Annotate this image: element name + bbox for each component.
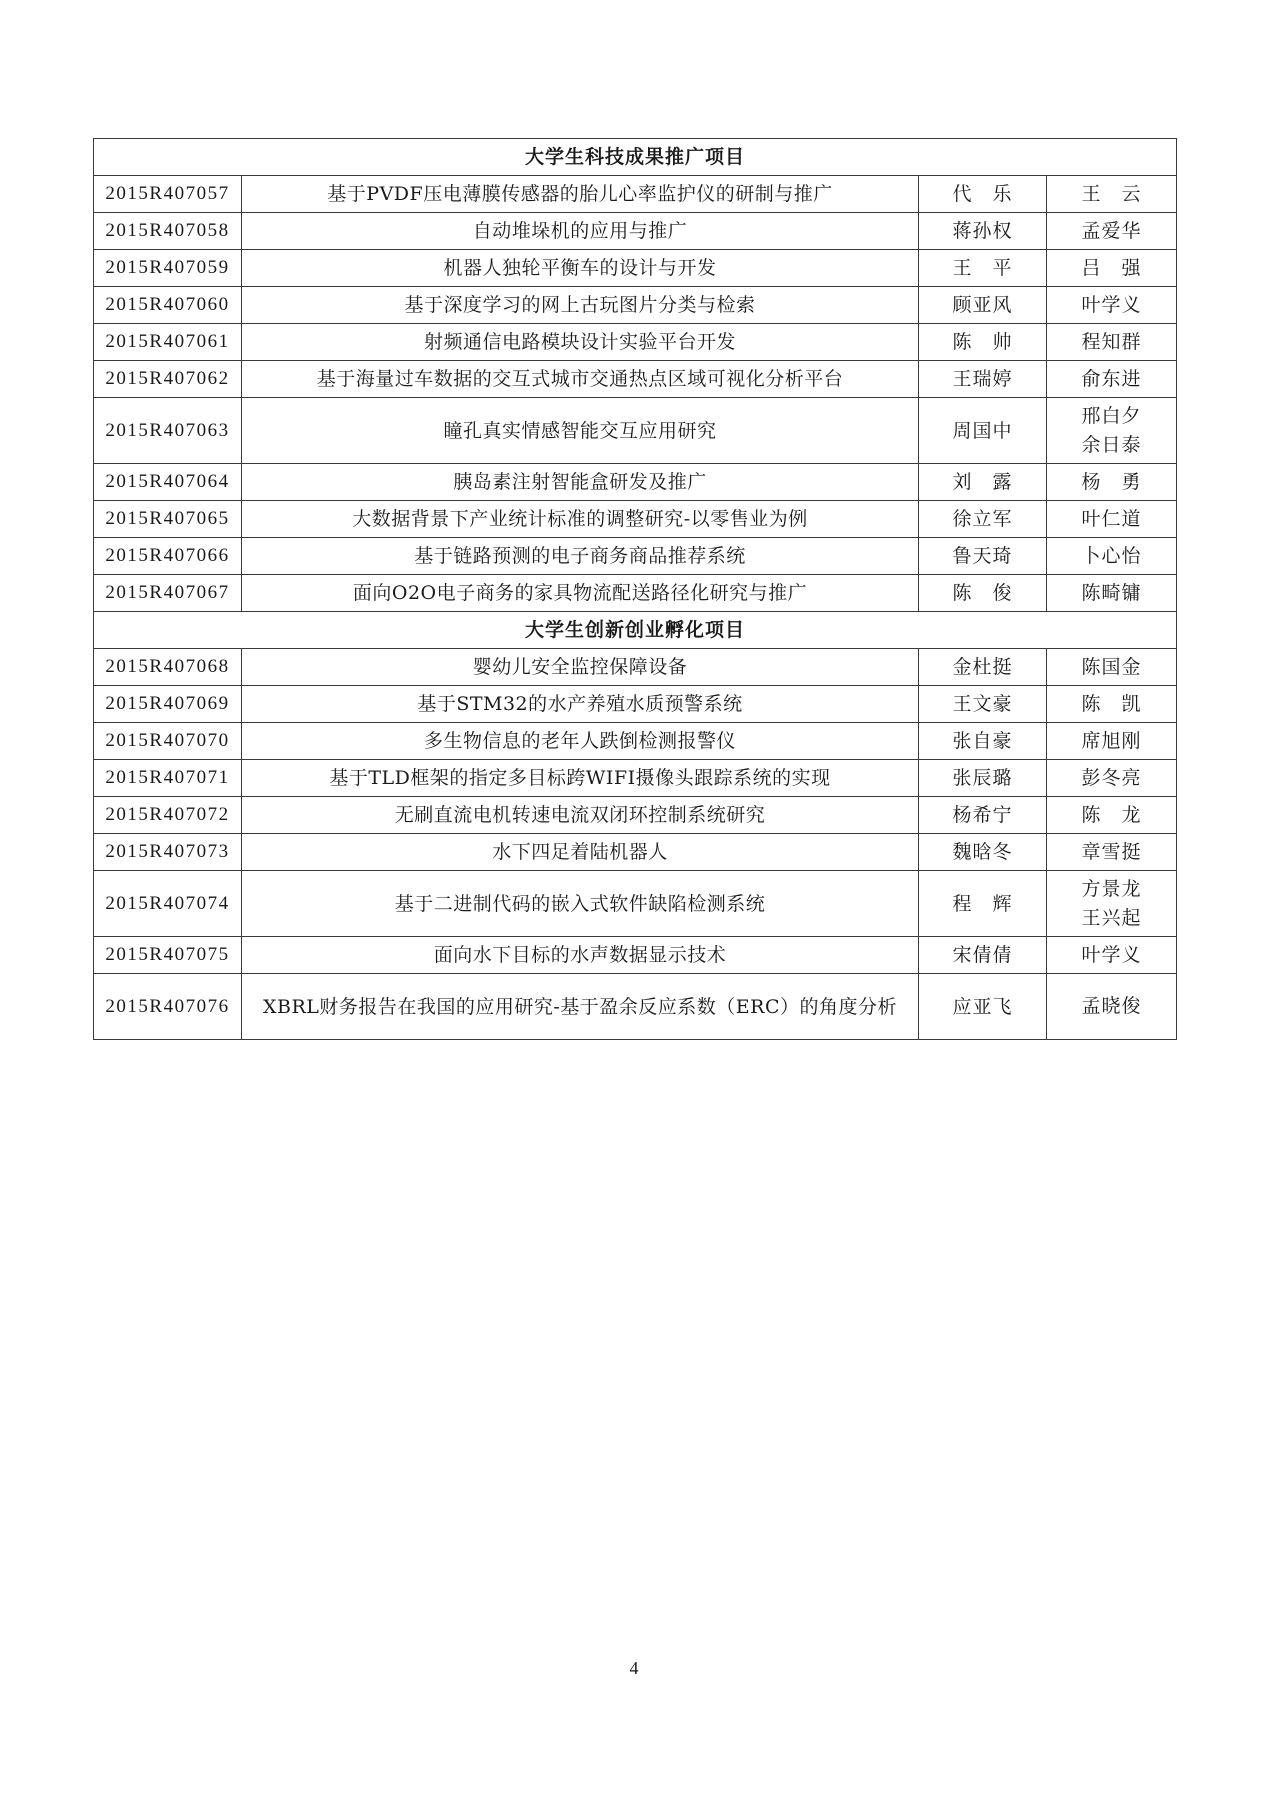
project-mentor	[1047, 974, 1177, 1040]
project-code: 2015R407065	[94, 501, 242, 538]
mentor-name: 王兴起	[1081, 906, 1142, 929]
project-code: 2015R407072	[94, 797, 242, 834]
mentor-name: 孟晓俊	[1081, 995, 1142, 1017]
project-title: 基于海量过车数据的交互式城市交通热点区域可视化分析平台	[242, 361, 919, 398]
project-title: 面向水下目标的水声数据显示技术	[242, 937, 919, 974]
mentor-name: 陈 龙	[1081, 803, 1142, 826]
project-mentor	[1047, 649, 1177, 686]
project-leader: 张辰璐	[919, 760, 1047, 797]
mentor-name: 彭冬亮	[1081, 766, 1142, 789]
project-mentor	[1047, 760, 1177, 797]
project-leader: 蒋孙权	[919, 213, 1047, 250]
table-row	[94, 176, 1177, 213]
project-title: 基于二进制代码的嵌入式软件缺陷检测系统	[242, 871, 919, 937]
project-code: 2015R407060	[94, 287, 242, 324]
table-row	[94, 213, 1177, 250]
mentor-name: 杨 勇	[1081, 470, 1142, 493]
project-code: 2015R407062	[94, 361, 242, 398]
project-mentor	[1047, 575, 1177, 612]
project-leader: 代 乐	[919, 176, 1047, 213]
project-mentor	[1047, 464, 1177, 501]
section-title: 大学生科技成果推广项目	[94, 139, 1177, 176]
project-mentor	[1047, 501, 1177, 538]
table-row	[94, 538, 1177, 575]
table-row	[94, 501, 1177, 538]
project-title: 无刷直流电机转速电流双闭环控制系统研究	[242, 797, 919, 834]
mentor-name: 陈国金	[1081, 655, 1142, 678]
table-row	[94, 324, 1177, 361]
project-leader: 徐立军	[919, 501, 1047, 538]
page-number: 4	[629, 1658, 639, 1678]
project-title: 瞳孔真实情感智能交互应用研究	[242, 398, 919, 464]
mentor-name: 叶学义	[1081, 293, 1142, 316]
project-code: 2015R407066	[94, 538, 242, 575]
project-code: 2015R407063	[94, 398, 242, 464]
project-mentor	[1047, 250, 1177, 287]
project-leader: 程 辉	[919, 871, 1047, 937]
project-code: 2015R407076	[94, 974, 242, 1040]
project-title: 婴幼儿安全监控保障设备	[242, 649, 919, 686]
project-mentor	[1047, 398, 1177, 464]
project-code: 2015R407061	[94, 324, 242, 361]
project-leader: 王 平	[919, 250, 1047, 287]
project-code: 2015R407074	[94, 871, 242, 937]
project-mentor	[1047, 287, 1177, 324]
mentor-name: 邢白夕	[1081, 404, 1142, 427]
project-code: 2015R407070	[94, 723, 242, 760]
project-mentor	[1047, 797, 1177, 834]
project-mentor	[1047, 324, 1177, 361]
project-title: 基于链路预测的电子商务商品推荐系统	[242, 538, 919, 575]
table-row	[94, 723, 1177, 760]
table-row	[94, 937, 1177, 974]
project-title: 机器人独轮平衡车的设计与开发	[242, 250, 919, 287]
project-title: 基于PVDF压电薄膜传感器的胎儿心率监护仪的研制与推广	[242, 176, 919, 213]
project-mentor	[1047, 361, 1177, 398]
project-leader: 周国中	[919, 398, 1047, 464]
project-mentor	[1047, 834, 1177, 871]
project-leader: 魏晗冬	[919, 834, 1047, 871]
project-mentor	[1047, 213, 1177, 250]
table-row	[94, 797, 1177, 834]
mentor-name: 叶学义	[1081, 943, 1142, 966]
project-title: 自动堆垛机的应用与推广	[242, 213, 919, 250]
table-row	[94, 287, 1177, 324]
project-leader: 应亚飞	[919, 974, 1047, 1040]
project-leader: 鲁天琦	[919, 538, 1047, 575]
project-title: XBRL财务报告在我国的应用研究-基于盈余反应系数（ERC）的角度分析	[242, 974, 919, 1040]
project-leader: 杨希宁	[919, 797, 1047, 834]
project-code: 2015R407067	[94, 575, 242, 612]
project-title: 多生物信息的老年人跌倒检测报警仪	[242, 723, 919, 760]
projects-table	[93, 138, 1177, 1040]
mentor-name: 俞东进	[1081, 367, 1142, 390]
project-title: 射频通信电路模块设计实验平台开发	[242, 324, 919, 361]
table-row	[94, 398, 1177, 464]
section-header-row	[94, 612, 1177, 649]
mentor-name: 陈 凯	[1081, 692, 1142, 715]
section-title: 大学生创新创业孵化项目	[94, 612, 1177, 649]
project-code: 2015R407069	[94, 686, 242, 723]
table-row	[94, 871, 1177, 937]
project-code: 2015R407064	[94, 464, 242, 501]
project-mentor	[1047, 871, 1177, 937]
project-code: 2015R407071	[94, 760, 242, 797]
project-code: 2015R407068	[94, 649, 242, 686]
project-title: 基于深度学习的网上古玩图片分类与检索	[242, 287, 919, 324]
project-leader: 王文豪	[919, 686, 1047, 723]
mentor-name: 孟爱华	[1081, 219, 1142, 242]
project-title: 大数据背景下产业统计标准的调整研究-以零售业为例	[242, 501, 919, 538]
mentor-name: 吕 强	[1081, 256, 1142, 279]
project-mentor	[1047, 538, 1177, 575]
table-row	[94, 686, 1177, 723]
project-leader: 陈 俊	[919, 575, 1047, 612]
project-mentor	[1047, 176, 1177, 213]
project-leader: 宋倩倩	[919, 937, 1047, 974]
project-code: 2015R407057	[94, 176, 242, 213]
mentor-name: 卜心怡	[1081, 544, 1142, 567]
project-title: 面向O2O电子商务的家具物流配送路径化研究与推广	[242, 575, 919, 612]
mentor-name: 王 云	[1081, 182, 1142, 205]
project-leader: 陈 帅	[919, 324, 1047, 361]
mentor-name: 程知群	[1081, 330, 1142, 353]
project-code: 2015R407058	[94, 213, 242, 250]
project-leader: 张自豪	[919, 723, 1047, 760]
project-mentor	[1047, 686, 1177, 723]
table-row	[94, 649, 1177, 686]
project-title: 基于TLD框架的指定多目标跨WIFI摄像头跟踪系统的实现	[242, 760, 919, 797]
project-title: 胰岛素注射智能盒研发及推广	[242, 464, 919, 501]
table-row	[94, 361, 1177, 398]
table-row	[94, 834, 1177, 871]
project-mentor	[1047, 937, 1177, 974]
mentor-name: 方景龙	[1081, 877, 1142, 900]
project-leader: 顾亚风	[919, 287, 1047, 324]
table-row	[94, 760, 1177, 797]
project-leader: 王瑞婷	[919, 361, 1047, 398]
project-title: 基于STM32的水产养殖水质预警系统	[242, 686, 919, 723]
mentor-name: 余日泰	[1081, 433, 1142, 456]
mentor-name: 章雪挺	[1081, 840, 1142, 863]
mentor-name: 叶仁道	[1081, 507, 1142, 530]
project-mentor	[1047, 723, 1177, 760]
table-row	[94, 250, 1177, 287]
mentor-name: 陈畸镛	[1081, 581, 1142, 604]
project-title: 水下四足着陆机器人	[242, 834, 919, 871]
project-code: 2015R407059	[94, 250, 242, 287]
project-leader: 金杜挺	[919, 649, 1047, 686]
project-code: 2015R407073	[94, 834, 242, 871]
project-leader: 刘 露	[919, 464, 1047, 501]
section-header-row	[94, 139, 1177, 176]
table-row	[94, 464, 1177, 501]
table-row	[94, 575, 1177, 612]
mentor-name: 席旭刚	[1081, 729, 1142, 752]
projects-table-body	[94, 139, 1177, 1040]
project-code: 2015R407075	[94, 937, 242, 974]
table-row	[94, 974, 1177, 1040]
